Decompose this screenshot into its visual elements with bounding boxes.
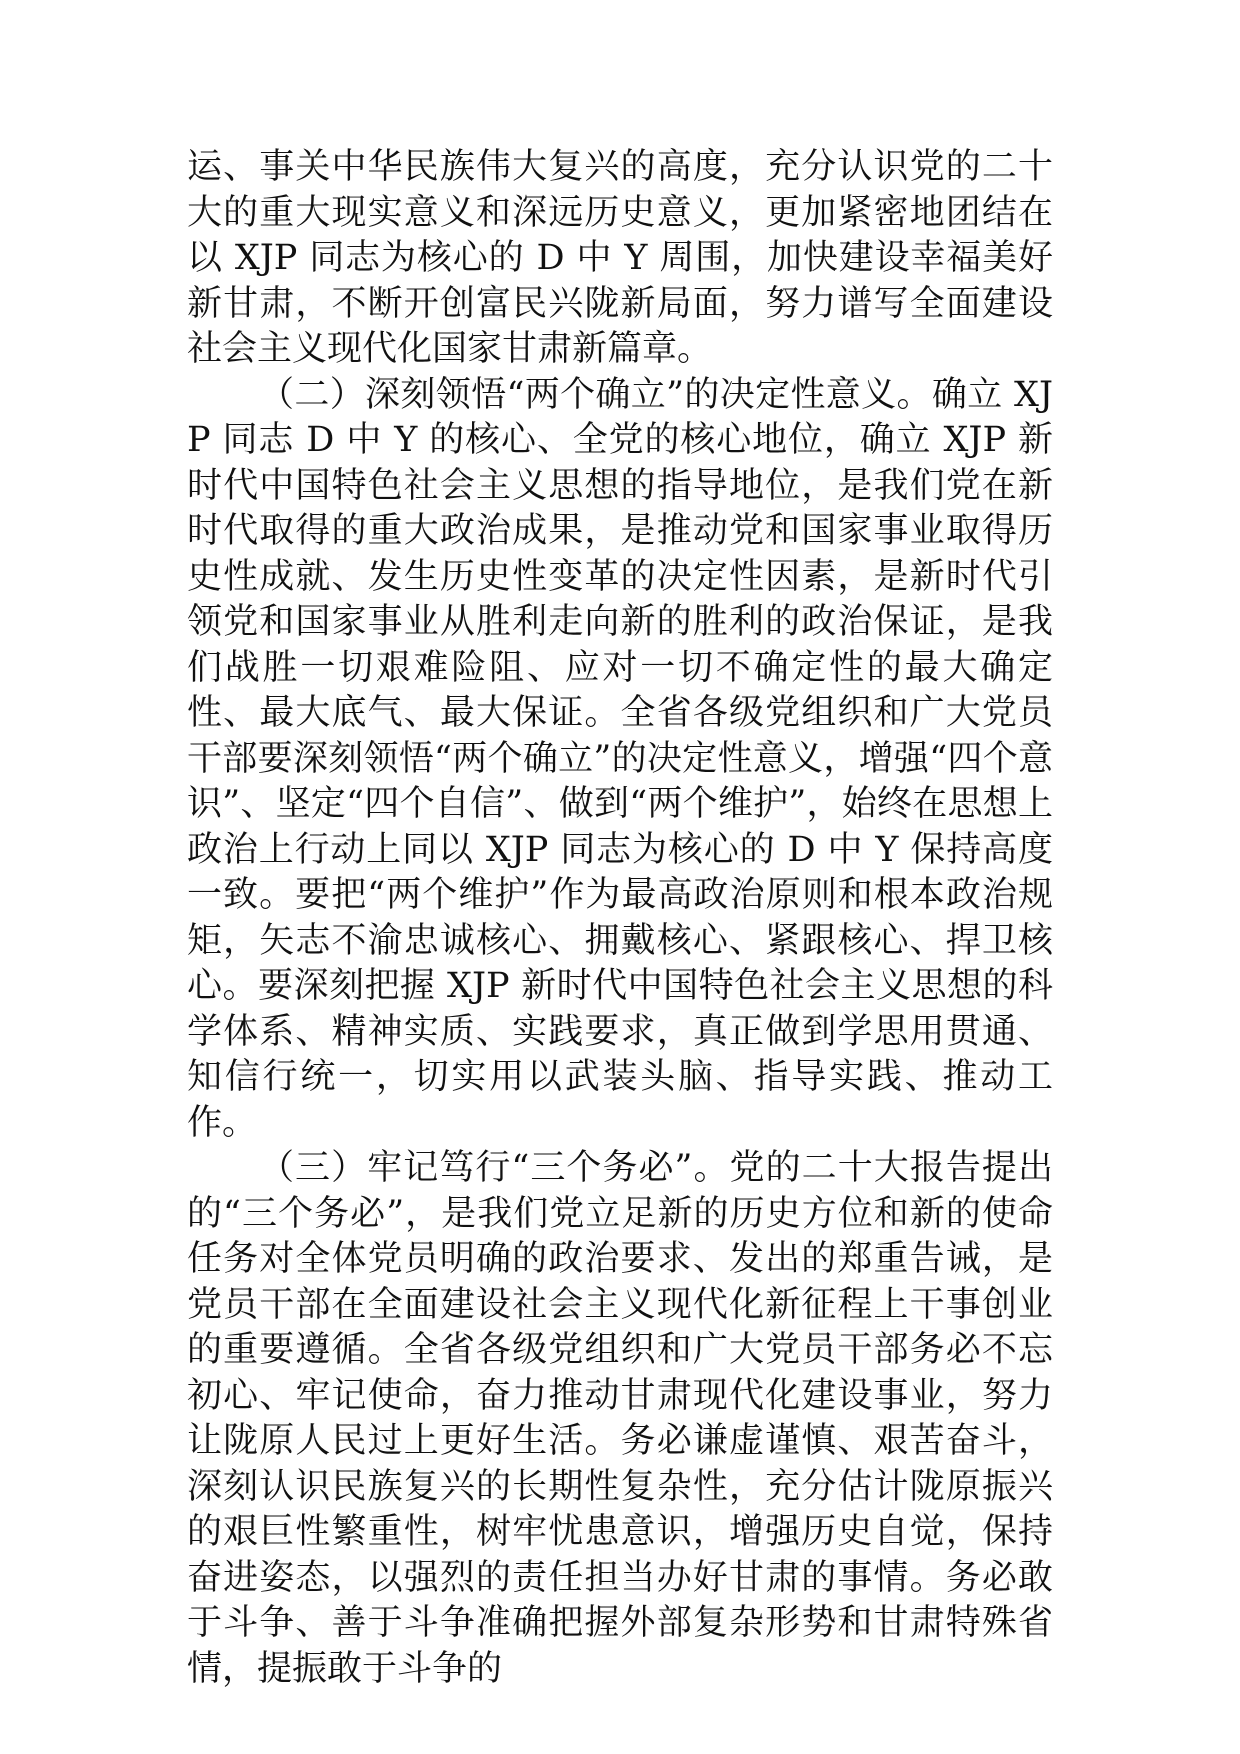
paragraph-section-three: （三）牢记笃行“三个务必”。党的二十大报告提出的“三个务必”，是我们党立足新的历史方位和新的使命任务对全体党员明确的政治要求、发出的郑重告诫，是党员干部在全面建设社会主义现代化新征程上干事创业的重要遵循。全省各级党组织和广大党员干部务必不忘初心、牢记使命，奋力推动甘肃现代化建设事业，努力让陇原人民过上更好生活。务必谦虚谨慎、艰苦奋斗，深刻认识民族复兴的长期性复杂性，充分估计陇原振兴的艰巨性繁重性，树牢忧患意识，增强历史自觉，保持奋进姿态，以强烈的责任担当办好甘肃的事情。务必敢于斗争、善于斗争准确把握外部复杂形势和甘肃特殊省情，提振敢于斗争的	[187, 1148, 1053, 1689]
paragraph-section-two: （二）深刻领悟“两个确立”的决定性意义。确立 XJP 同志 D 中 Y 的核心、全党的核心地位，确立 XJP 新时代中国特色社会主义思想的指导地位，是我们党在新时代取得的重大政治成果，是推动党和国家事业取得历史性成就、发生历史性变革的决定性因素，是新时代引领党和国家事业从胜利走向新的胜利的政治保证，是我们战胜一切艰难险阻、应对一切不确定性的最大确定性、最大底气、最大保证。全省各级党组织和广大党员干部要深刻领悟“两个确立”的决定性意义，增强“四个意识”、坚定“四个自信”、做到“两个维护”，始终在思想上政治上行动上同以 XJP 同志为核心的 D 中 Y 保持高度一致。要把“两个维护”作为最高政治原则和根本政治规矩，矢志不渝忠诚核心、拥戴核心、紧跟核心、捍卫核心。要深刻把握 XJP 新时代中国特色社会主义思想的科学体系、精神实质、实践要求，真正做到学思用贯通、知信行统一，切实用以武装头脑、指导实践、推动工作。	[187, 374, 1053, 1143]
paragraph-continuation: 运、事关中华民族伟大复兴的高度，充分认识党的二十大的重大现实意义和深远历史意义，更加紧密地团结在以 XJP 同志为核心的 D 中 Y 周围，加快建设幸福美好新甘肃，不断开创富民兴陇新局面，努力谱写全面建设社会主义现代化国家甘肃新篇章。	[187, 147, 1053, 369]
document-body	[187, 145, 1053, 1692]
